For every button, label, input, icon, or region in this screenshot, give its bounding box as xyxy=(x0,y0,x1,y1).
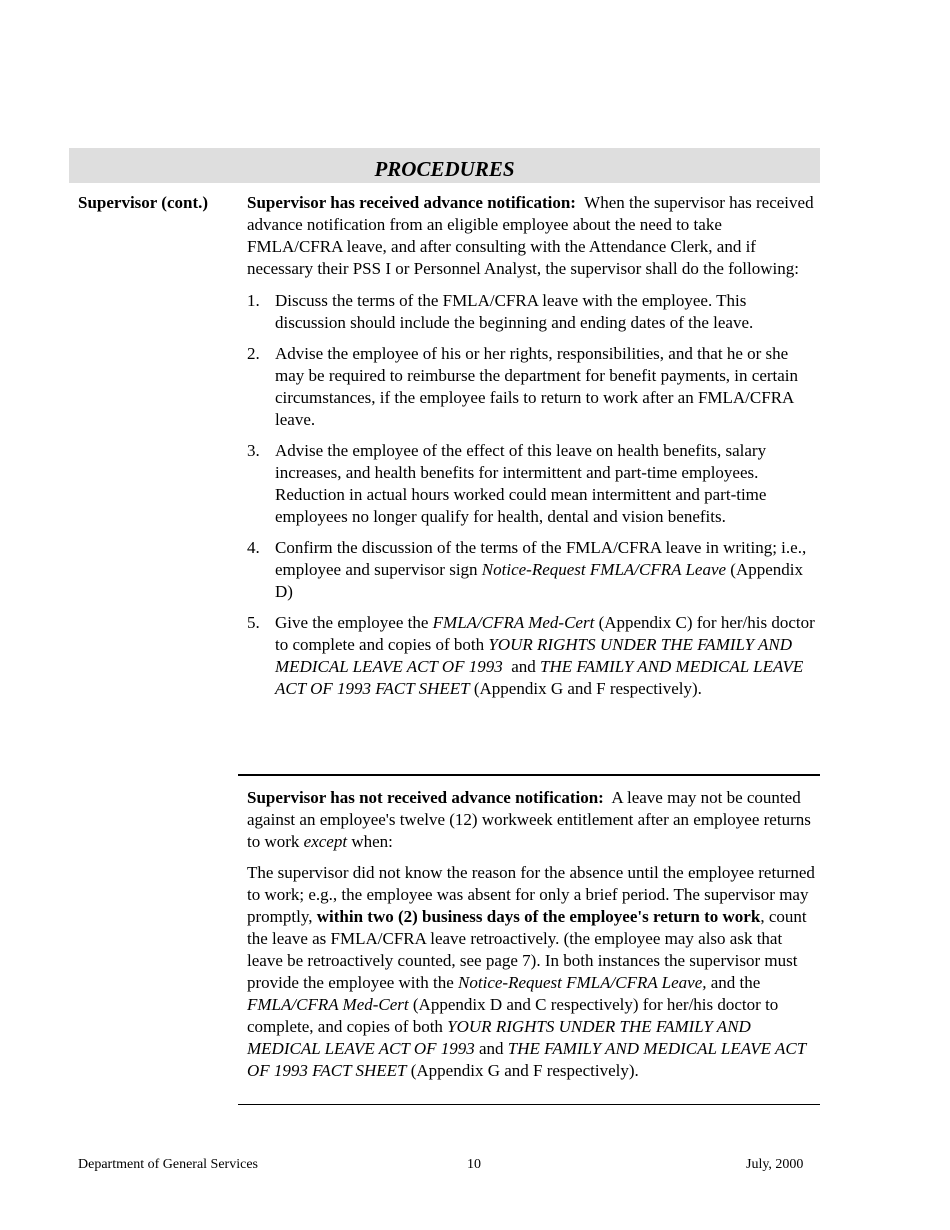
list-item xyxy=(247,290,815,334)
advance-notification-section xyxy=(247,192,815,709)
list-item-text: Give the employee the xyxy=(275,613,433,632)
list-item xyxy=(247,440,815,528)
list-item xyxy=(247,343,815,431)
paragraph-text: , count the leave as FMLA/CFRA leave retroactively. (the employee may also ask that leave be retroactively counted, see page 7). In both instances the supervisor must provide the employee with the xyxy=(247,907,807,992)
list-item-text: Discuss the terms of the FMLA/CFRA leave with the employee. This discussion should include the beginning and ending dates of the leave. xyxy=(275,291,754,332)
section-divider xyxy=(238,774,820,776)
document-title: YOUR RIGHTS UNDER THE FAMILY AND MEDICAL LEAVE ACT OF 1993 xyxy=(247,1017,751,1058)
no-advance-notification-heading: Supervisor has not received advance notification: xyxy=(247,788,604,807)
paragraph-text: (Appendix G and F respectively). xyxy=(406,1061,639,1080)
side-label: Supervisor (cont.) xyxy=(78,193,209,212)
paragraph-text: (Appendix D and C respectively) for her/his doctor to complete, and copies of both xyxy=(247,995,779,1036)
list-item-number: 5. xyxy=(247,613,260,632)
footer-date: July, 2000 xyxy=(746,1157,804,1172)
advance-notification-heading: Supervisor has received advance notification: xyxy=(247,193,576,212)
intro-text: When the supervisor has received advance notification from an eligible employee about the need to take FMLA/CFRA leave, and after consulting with the Attendance Clerk, and if necessary their PSS I or Personnel Analyst, the supervisor shall do the following: xyxy=(247,193,814,278)
no-advance-notification-intro xyxy=(247,787,815,853)
document-title: THE FAMILY AND MEDICAL LEAVE ACT OF 1993 FACT SHEET xyxy=(247,1039,806,1080)
list-item-text: Confirm the discussion of the terms of the FMLA/CFRA leave in writing; i.e., employee and supervisor sign xyxy=(275,538,807,579)
document-title: YOUR RIGHTS UNDER THE FAMILY AND MEDICAL LEAVE ACT OF 1993 xyxy=(275,635,793,676)
procedure-list xyxy=(247,290,815,700)
form-name: FMLA/CFRA Med-Cert xyxy=(247,995,409,1014)
paragraph-text: and xyxy=(474,1039,508,1058)
advance-notification-intro xyxy=(247,192,815,280)
list-item xyxy=(247,537,815,603)
list-item-number: 4. xyxy=(247,538,260,557)
list-item-text: (Appendix C) for her/his doctor to complete and copies of both xyxy=(275,613,815,654)
paragraph-text: The supervisor did not know the reason for the absence until the employee returned to work; e.g., the employee was absent for only a brief period. The supervisor may promptly, xyxy=(247,863,815,926)
no-advance-notification-section xyxy=(247,787,815,1082)
list-item-text: (Appendix D) xyxy=(275,560,803,601)
list-item-text: Advise the employee of his or her rights, responsibilities, and that he or she may be required to reimburse the department for benefit payments, in certain circumstances, if the employee fails to return to work after an FMLA/CFRA leave. xyxy=(275,344,799,429)
bottom-rule xyxy=(238,1104,820,1105)
footer-page-number: 10 xyxy=(467,1157,481,1172)
list-item-number: 1. xyxy=(247,291,260,310)
intro-text: A leave may not be counted against an employee's twelve (12) workweek entitlement after an employee returns to work xyxy=(247,788,811,851)
list-item-text: Advise the employee of the effect of this leave on health benefits, salary increases, and health benefits for intermittent and part-time employees. Reduction in actual hours worked could mean intermittent and part-time employees no longer qualify for health, dental and vision benefits. xyxy=(275,441,767,526)
list-item-number: 2. xyxy=(247,344,260,363)
paragraph-text: and the xyxy=(706,973,761,992)
intro-text: when: xyxy=(347,832,393,851)
document-title: THE FAMILY AND MEDICAL LEAVE ACT OF 1993 FACT SHEET xyxy=(275,657,804,698)
bold-text: within two (2) business days of the employee's return to work xyxy=(316,907,761,926)
form-name: Notice-Request FMLA/CFRA Leave xyxy=(481,560,727,579)
emphasis-text: except xyxy=(303,832,348,851)
list-item-text: (Appendix G and F respectively). xyxy=(469,679,702,698)
page-title: PROCEDURES xyxy=(374,157,515,181)
footer-department: Department of General Services xyxy=(78,1157,258,1172)
form-name: FMLA/CFRA Med-Cert xyxy=(432,613,595,632)
list-item-text: and xyxy=(502,657,541,676)
form-name: Notice-Request FMLA/CFRA Leave, xyxy=(458,973,707,992)
list-item-number: 3. xyxy=(247,441,260,460)
list-item xyxy=(247,612,815,700)
retroactive-paragraph xyxy=(247,862,815,1082)
